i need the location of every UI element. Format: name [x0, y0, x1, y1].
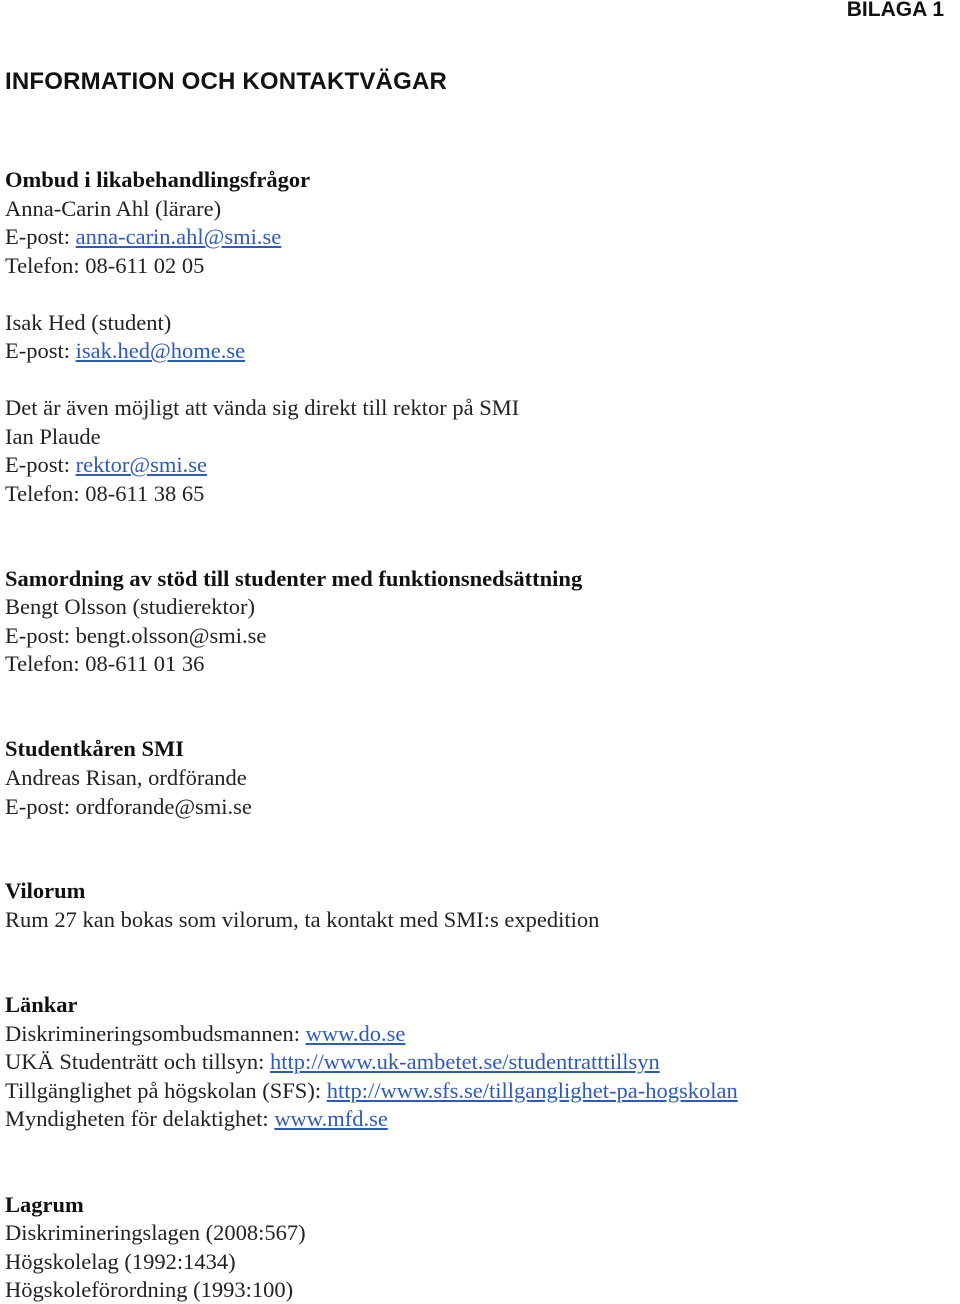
vilorum-text: Rum 27 kan bokas som vilorum, ta kontakt med SMI:s expedition [5, 907, 600, 932]
contact-name: Ian Plaude [5, 424, 101, 449]
link-mfd[interactable]: www.mfd.se [274, 1106, 388, 1131]
link-row [5, 1020, 405, 1048]
link-do[interactable]: www.do.se [305, 1021, 406, 1046]
section-heading-ombud: Ombud i likabehandlingsfrågor [5, 167, 311, 192]
section-heading-vilorum: Vilorum [5, 878, 86, 903]
email-link[interactable]: isak.hed@home.se [75, 338, 246, 363]
contact-email-row [5, 451, 207, 479]
rektor-note: Det är även möjligt att vända sig direkt till rektor på SMI [5, 395, 520, 420]
contact-email: E-post: bengt.olsson@smi.se [5, 623, 267, 648]
link-label: UKÄ Studenträtt och tillsyn: [5, 1049, 270, 1074]
contact-phone: Telefon: 08-611 38 65 [5, 481, 205, 506]
section-heading-studentkaren: Studentkåren SMI [5, 736, 185, 761]
contact-email: E-post: ordforande@smi.se [5, 794, 252, 819]
link-sfs[interactable]: http://www.sfs.se/tillganglighet-pa-hogskolan [326, 1078, 738, 1103]
section-heading-lagrum: Lagrum [5, 1192, 84, 1217]
contact-name: Isak Hed (student) [5, 310, 172, 335]
link-label: Diskrimineringsombudsmannen: [5, 1021, 306, 1046]
law-item: Högskoleförordning (1993:100) [5, 1277, 294, 1302]
link-row [5, 1048, 660, 1076]
email-link[interactable]: anna-carin.ahl@smi.se [75, 224, 282, 249]
email-label: E-post: [5, 452, 76, 477]
email-label: E-post: [5, 338, 76, 363]
law-item: Högskolelag (1992:1434) [5, 1249, 236, 1274]
contact-email-row [5, 337, 245, 365]
law-item: Diskrimineringslagen (2008:567) [5, 1220, 306, 1245]
email-link[interactable]: rektor@smi.se [75, 452, 207, 477]
link-row [5, 1105, 388, 1133]
appendix-label: BILAGA 1 [846, 0, 944, 21]
section-heading-lankar: Länkar [5, 992, 78, 1017]
contact-phone: Telefon: 08-611 01 36 [5, 651, 205, 676]
contact-name: Anna-Carin Ahl (lärare) [5, 196, 222, 221]
link-label: Myndigheten för delaktighet: [5, 1106, 275, 1131]
email-label: E-post: [5, 224, 76, 249]
contact-email-row [5, 223, 281, 251]
link-row [5, 1077, 738, 1105]
contact-name: Bengt Olsson (studierektor) [5, 594, 255, 619]
link-label: Tillgänglighet på högskolan (SFS): [5, 1078, 327, 1103]
section-heading-samordning: Samordning av stöd till studenter med funktionsnedsättning [5, 566, 583, 591]
link-uka[interactable]: http://www.uk-ambetet.se/studentratttillsyn [269, 1049, 660, 1074]
contact-name: Andreas Risan, ordförande [5, 765, 247, 790]
page-title: INFORMATION OCH KONTAKTVÄGAR [5, 68, 448, 95]
contact-phone: Telefon: 08-611 02 05 [5, 253, 205, 278]
